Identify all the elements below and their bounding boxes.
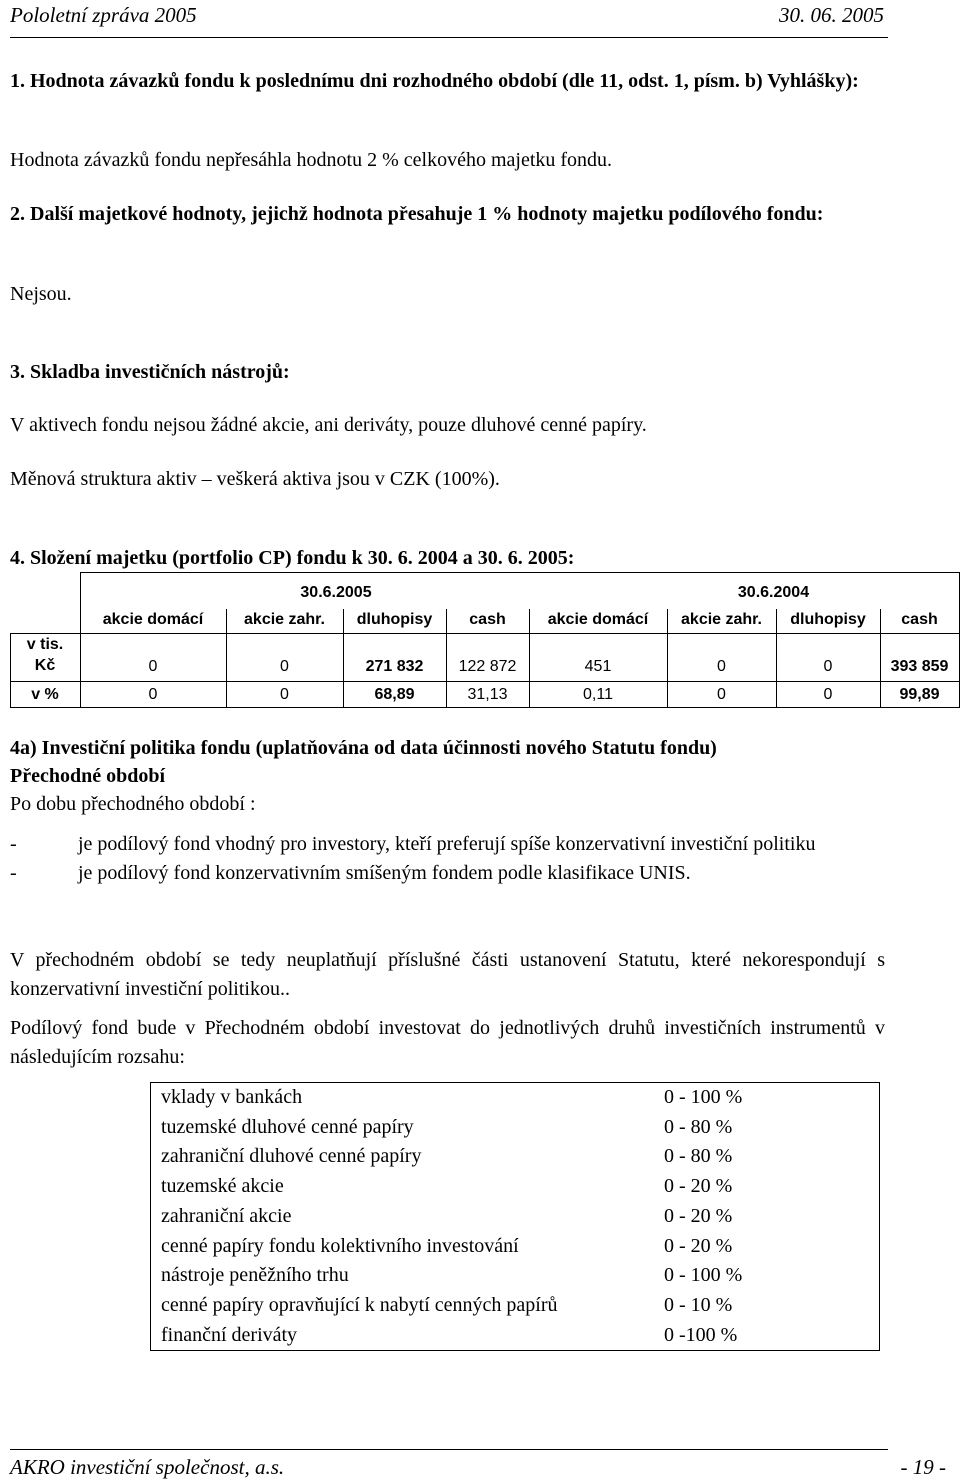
table-cell: 0 <box>717 658 726 675</box>
col-header: akcie domácí <box>547 611 649 628</box>
table-cell: 0 <box>823 686 833 703</box>
limits-instrument: vklady v bankách <box>161 1086 303 1108</box>
table-cell: 393 859 <box>890 658 949 675</box>
policy-list <box>10 830 890 887</box>
section-1-heading: 1. Hodnota závazků fondu k poslednímu dni rozhodného období (dle 11, odst. 1, písm. b) Vyhlášky): <box>10 70 859 92</box>
limits-range: 0 - 100 % <box>664 1264 743 1287</box>
section-4a-subheading: Přechodné období <box>10 765 166 787</box>
header-title: Pololetní zpráva 2005 <box>10 3 197 27</box>
row-label: v tis. <box>26 636 64 653</box>
col-header: dluhopisy <box>790 611 866 628</box>
limits-range: 0 - 20 % <box>664 1234 733 1257</box>
limits-instrument: nástroje peněžního trhu <box>161 1264 349 1287</box>
table-cell: 451 <box>584 658 612 675</box>
limits-row <box>151 1142 880 1172</box>
limits-row <box>151 1321 880 1351</box>
limits-range: 0 - 10 % <box>664 1293 733 1316</box>
section-2-heading: 2. Další majetkové hodnoty, jejichž hodnota přesahuje 1 % hodnoty majetku podílového fondu: <box>10 203 824 225</box>
list-item <box>10 830 890 858</box>
limits-row <box>151 1113 880 1143</box>
col-header: akcie domácí <box>102 611 204 628</box>
section-4a-intro: Po dobu přechodného období : <box>10 793 256 815</box>
limits-row <box>151 1172 880 1202</box>
section-3-line2: Měnová struktura aktiv – veškerá aktiva jsou v CZK (100%). <box>10 468 500 490</box>
limits-range: 0 - 80 % <box>664 1145 733 1168</box>
limits-row <box>151 1232 880 1262</box>
table-cell: 99,89 <box>899 686 940 703</box>
limits-instrument: cenné papíry fondu kolektivního investování <box>161 1234 519 1257</box>
limits-instrument: cenné papíry opravňující k nabytí cenných papírů <box>161 1293 558 1316</box>
section-4-heading: 4. Složení majetku (portfolio CP) fondu k 30. 6. 2004 a 30. 6. 2005: <box>10 547 575 569</box>
limits-instrument: zahraniční akcie <box>161 1204 292 1227</box>
table-date-2004: 30.6.2004 <box>737 584 810 601</box>
limits-row <box>151 1202 880 1232</box>
limits-range: 0 -100 % <box>664 1323 738 1346</box>
limits-range: 0 - 20 % <box>664 1175 733 1198</box>
limits-instrument: finanční deriváty <box>161 1323 298 1346</box>
section-1-text: Hodnota závazků fondu nepřesáhla hodnotu 2 % celkového majetku fondu. <box>10 149 613 171</box>
footer-rule <box>10 1449 888 1450</box>
table-cell: 122 872 <box>458 658 517 675</box>
limits-instrument: zahraniční dluhové cenné papíry <box>161 1145 422 1168</box>
limits-range: 0 - 80 % <box>664 1115 733 1138</box>
list-dash: - <box>10 833 17 855</box>
table-cell: 0 <box>717 686 726 703</box>
limits-instrument: tuzemské akcie <box>161 1175 284 1198</box>
table-cell: 0,11 <box>583 686 613 703</box>
section-4a-para1: V přechodném období se tedy neuplatňují příslušné části ustanovení Statutu, které nekorespondují s konzervativní investiční politikou.. <box>10 949 885 1000</box>
col-header: akcie zahr. <box>681 611 762 628</box>
header-date: 30. 06. 2005 <box>779 3 884 27</box>
limits-row <box>151 1083 880 1113</box>
section-2-text: Nejsou. <box>10 283 72 305</box>
limits-range: 0 - 20 % <box>664 1204 733 1227</box>
section-4a-heading: 4a) Investiční politika fondu (uplatňována od data účinnosti nového Statutu fondu) <box>10 737 717 759</box>
table-cell: 31,13 <box>467 686 508 703</box>
col-header: akcie zahr. <box>244 611 325 628</box>
col-header: cash <box>901 611 938 628</box>
table-cell: 68,89 <box>374 686 415 703</box>
list-dash: - <box>10 862 17 884</box>
table-cell: 0 <box>823 658 833 675</box>
section-3-heading: 3. Skladba investičních nástrojů: <box>10 361 290 383</box>
table-cell: 0 <box>148 686 158 703</box>
col-header: dluhopisy <box>356 611 433 628</box>
footer-page: - 19 - <box>900 1455 946 1479</box>
table-cell: 0 <box>148 658 158 675</box>
col-header: cash <box>469 611 506 628</box>
row-label: Kč <box>34 657 56 674</box>
section-3-line1: V aktivech fondu nejsou žádné akcie, ani deriváty, pouze dluhové cenné papíry. <box>10 414 647 436</box>
limits-instrument: tuzemské dluhové cenné papíry <box>161 1115 414 1138</box>
list-item-text: je podílový fond vhodný pro investory, kteří preferují spíše konzervativní investiční politiku <box>78 833 816 855</box>
investment-limits-table <box>150 1082 880 1351</box>
section-4a-para2: Podílový fond bude v Přechodném období investovat do jednotlivých druhů investičních instrumentů v následujícím rozsahu: <box>10 1017 885 1068</box>
table-date-2005: 30.6.2005 <box>300 584 372 601</box>
header-rule <box>10 37 888 38</box>
row-label: v % <box>31 686 59 703</box>
list-item <box>10 859 890 887</box>
list-item-text: je podílový fond konzervativním smíšeným fondem podle klasifikace UNIS. <box>78 862 691 884</box>
limits-range: 0 - 100 % <box>664 1086 743 1108</box>
table-cell: 271 832 <box>365 658 424 675</box>
limits-row <box>151 1291 880 1321</box>
table-cell: 0 <box>280 658 289 675</box>
limits-row <box>151 1261 880 1291</box>
footer-company: AKRO investiční společnost, a.s. <box>10 1455 285 1479</box>
table-cell: 0 <box>280 686 289 703</box>
